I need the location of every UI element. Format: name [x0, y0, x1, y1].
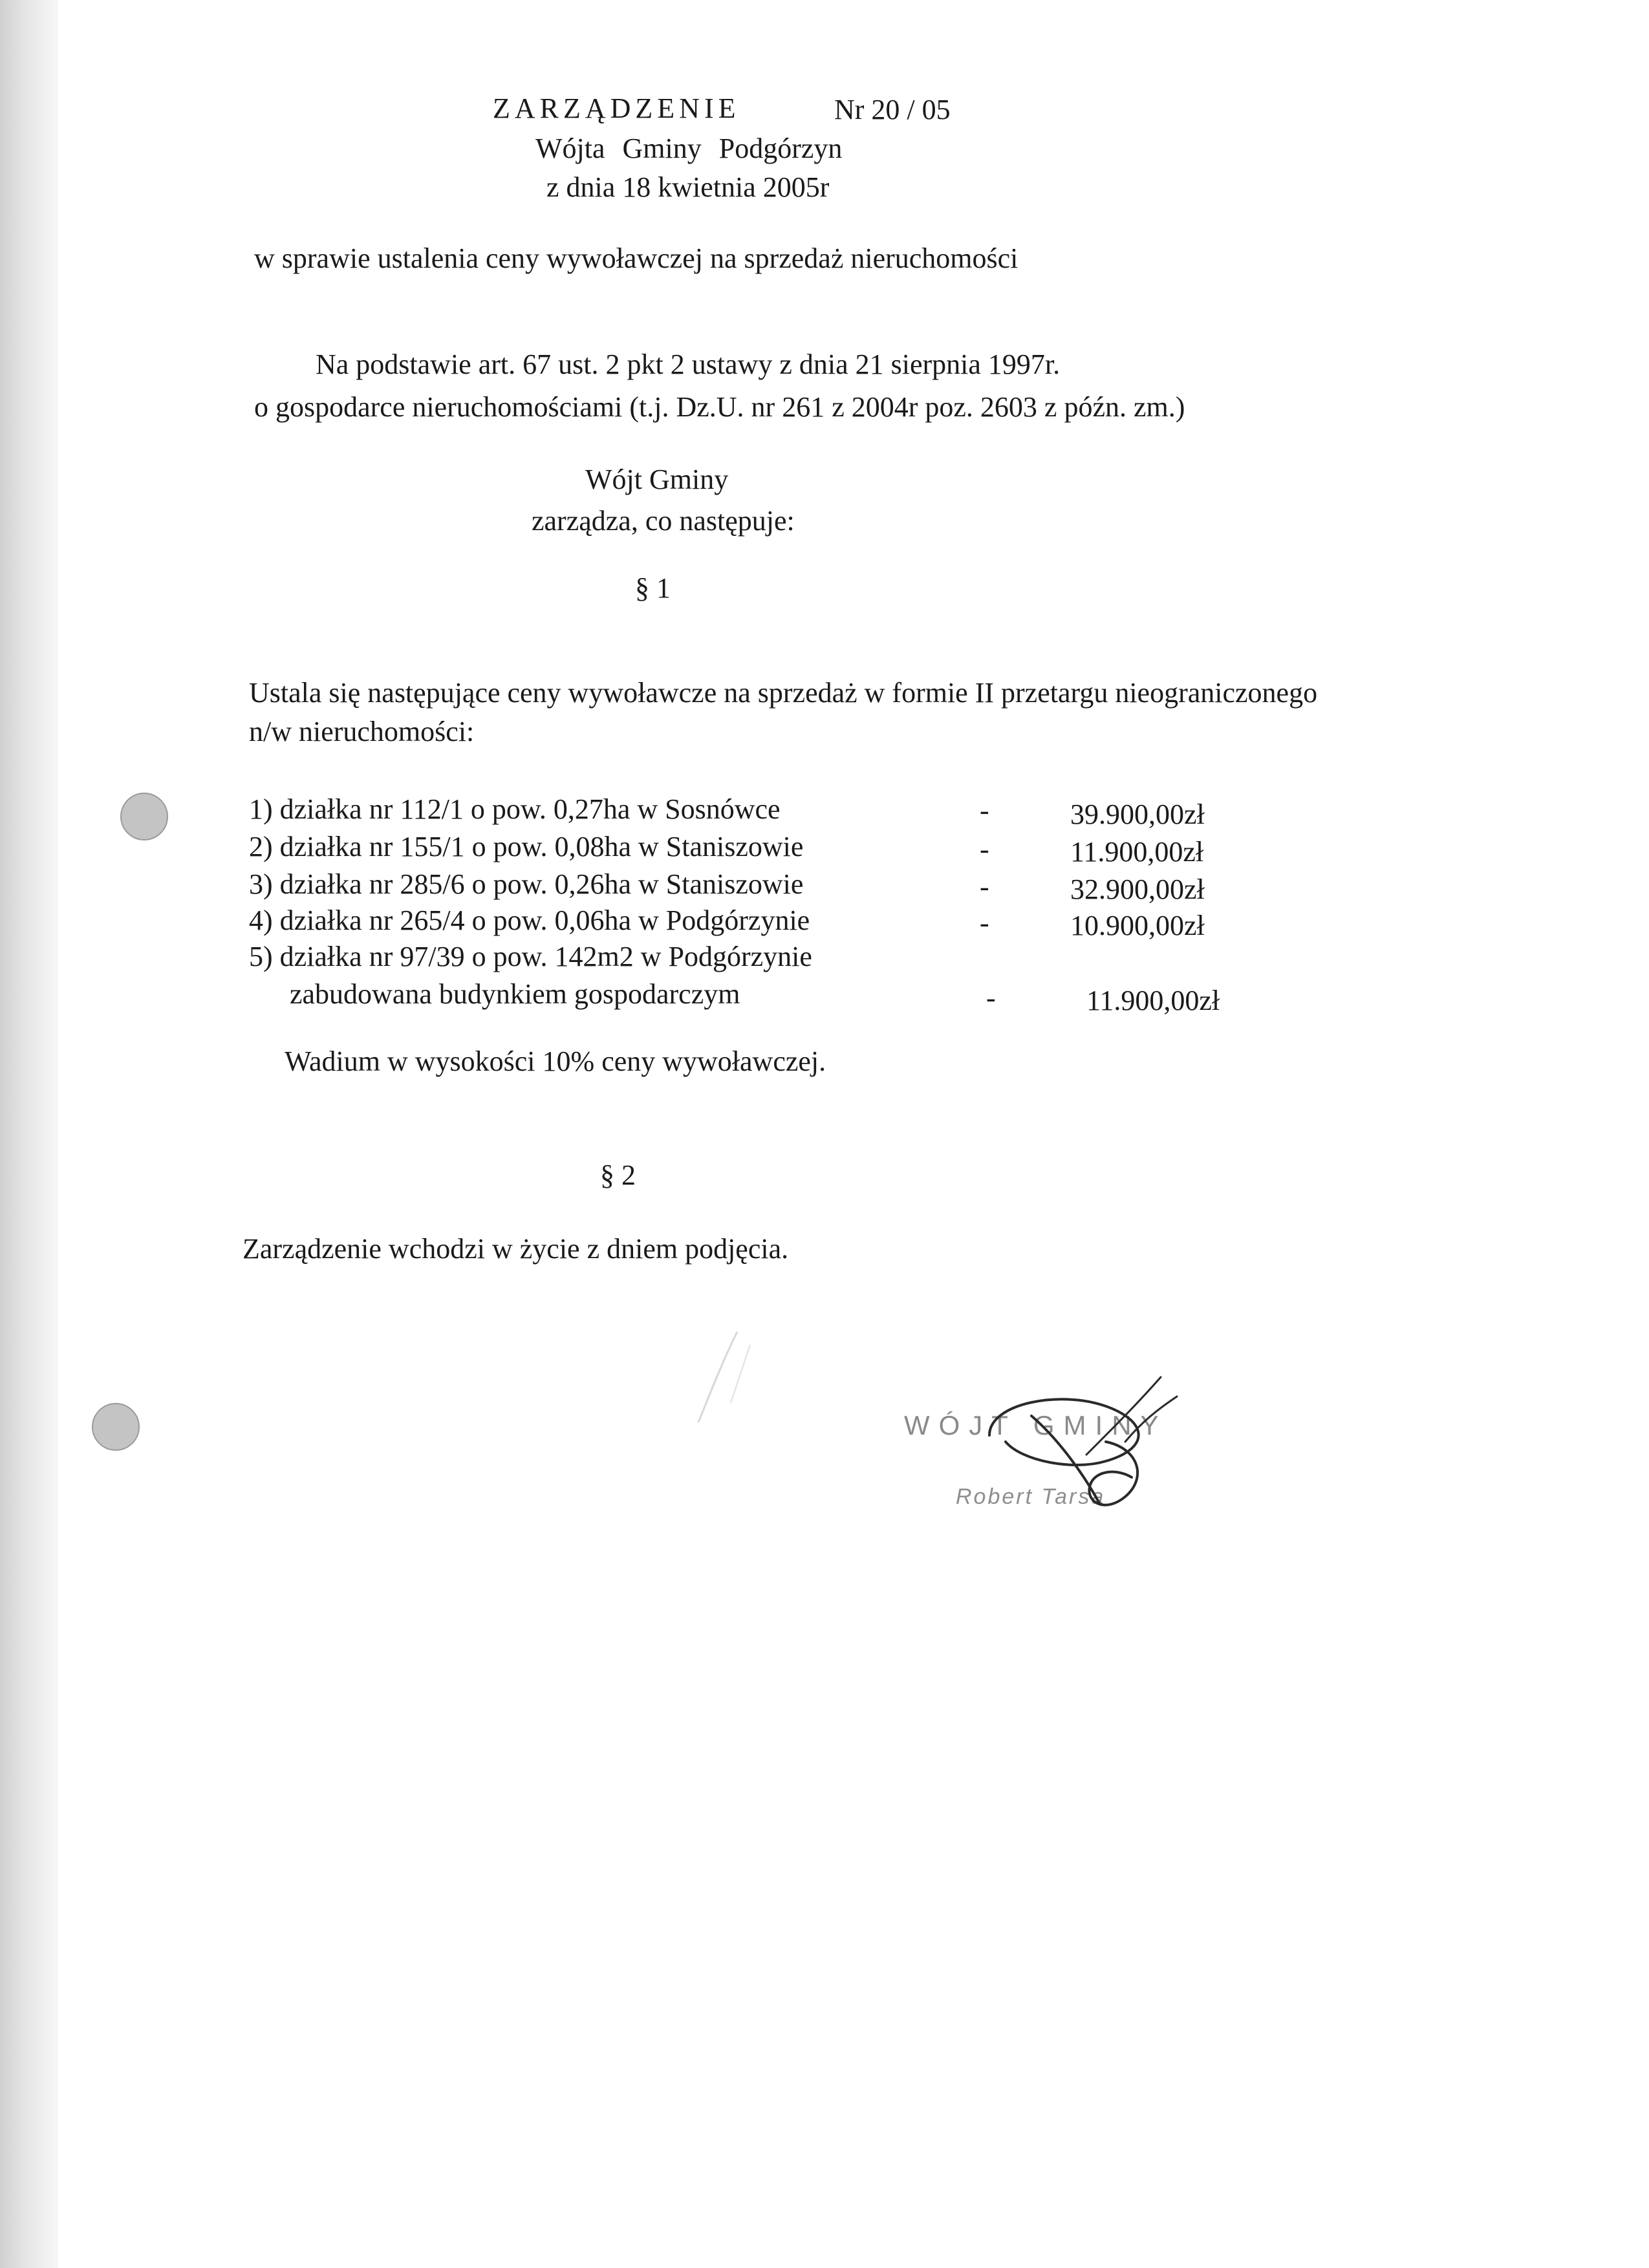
faint-pen-mark [685, 1325, 763, 1429]
property-price-5: 11.900,00zł [1086, 985, 1220, 1016]
section-1-intro-line-2: n/w nieruchomości: [249, 716, 475, 747]
section-2-text: Zarządzenie wchodzi w życie z dniem podjęcia. [242, 1233, 789, 1265]
document-title: ZARZĄDZENIE [493, 92, 740, 124]
document-number: Nr 20 / 05 [834, 94, 951, 125]
punch-hole-bottom [92, 1403, 140, 1451]
price-separator: - [980, 907, 989, 939]
deposit-note: Wadium w wysokości 10% ceny wywoławczej. [285, 1045, 826, 1077]
property-item-4: 4) działka nr 265/4 o pow. 0,06ha w Podgórzynie [249, 904, 810, 936]
official-stamp-title: WÓJT GMINY [904, 1410, 1168, 1440]
decree-phrase: zarządza, co następuje: [532, 505, 795, 537]
property-item-5-continuation: zabudowana budynkiem gospodarczym [290, 978, 740, 1010]
price-separator: - [986, 982, 996, 1014]
property-price-3: 32.900,00zł [1070, 873, 1205, 905]
property-item-1: 1) działka nr 112/1 o pow. 0,27ha w Sosnówce [249, 793, 781, 825]
property-price-1: 39.900,00zł [1070, 798, 1205, 830]
property-item-5: 5) działka nr 97/39 o pow. 142m2 w Podgórzynie [249, 941, 812, 972]
document-subject: w sprawie ustalenia ceny wywoławczej na sprzedaż nieruchomości [254, 242, 1018, 274]
property-price-4: 10.900,00zł [1070, 910, 1205, 941]
decree-authority: Wójt Gminy [585, 464, 729, 495]
issuing-authority: Wójta Gminy Podgórzyn [535, 133, 843, 164]
price-separator: - [980, 795, 989, 826]
price-separator: - [980, 833, 989, 865]
section-1-heading: § 1 [635, 572, 671, 604]
official-stamp-name: Robert Tarsa [956, 1484, 1106, 1509]
handwritten-signature [892, 1364, 1203, 1532]
property-price-2: 11.900,00zł [1070, 836, 1204, 868]
section-1-intro-line-1: Ustala się następujące ceny wywoławcze na sprzedaż w formie II przetargu nieograniczonego [249, 677, 1318, 709]
legal-basis-line-2: o gospodarce nieruchomościami (t.j. Dz.U. nr 261 z 2004r poz. 2603 z późn. zm.) [254, 391, 1185, 423]
document-date: z dnia 18 kwietnia 2005r [546, 171, 830, 203]
legal-basis-line-1: Na podstawie art. 67 ust. 2 pkt 2 ustawy z dnia 21 sierpnia 1997r. [316, 348, 1061, 380]
section-2-heading: § 2 [600, 1159, 636, 1191]
price-separator: - [980, 871, 989, 903]
scan-left-edge [0, 0, 58, 2268]
property-item-3: 3) działka nr 285/6 o pow. 0,26ha w Staniszowie [249, 868, 804, 900]
punch-hole-top [120, 793, 168, 840]
property-item-2: 2) działka nr 155/1 o pow. 0,08ha w Staniszowie [249, 831, 804, 862]
